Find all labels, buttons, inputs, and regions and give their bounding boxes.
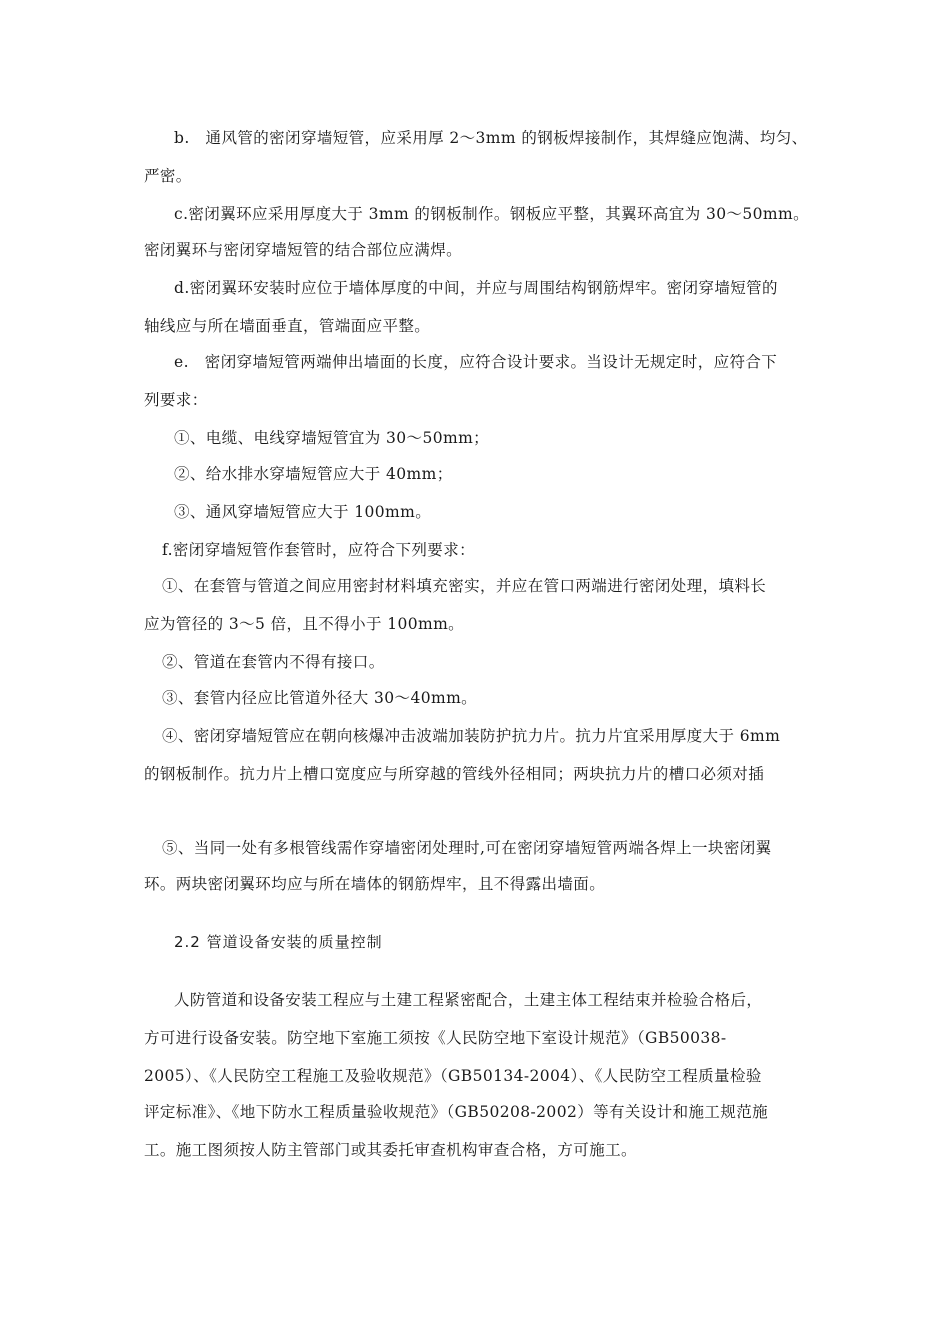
- list-item: ⑤、当同一处有多根管线需作穿墙密闭处理时,可在密闭穿墙短管两端各焊上一块密闭翼: [162, 839, 772, 857]
- paragraph-line: 方可进行设备安装。防空地下室施工须按《人民防空地下室设计规范》（GB50038-: [144, 1029, 727, 1047]
- paragraph-line: 评定标准》、《地下防水工程质量验收规范》（GB50208-2002）等有关设计和施工规范施: [144, 1103, 769, 1121]
- list-item: ②、给水排水穿墙短管应大于 40mm；: [174, 465, 453, 483]
- text-line: 严密。: [144, 167, 192, 185]
- text-line: b. 通风管的密闭穿墙短管，应采用厚 2～3mm 的钢板焊接制作，其焊缝应饱满、均匀、: [174, 129, 808, 147]
- text-line: e. 密闭穿墙短管两端伸出墙面的长度，应符合设计要求。当设计无规定时，应符合下: [174, 353, 778, 371]
- text-line: c.密闭翼环应采用厚度大于 3mm 的钢板制作。钢板应平整，其翼环高宜为 30～50mm。: [174, 205, 809, 223]
- paragraph-line: 人防管道和设备安装工程应与土建工程紧密配合，土建主体工程结束并检验合格后，: [174, 991, 763, 1009]
- list-item: ①、在套管与管道之间应用密封材料填充密实，并应在管口两端进行密闭处理，填料长: [162, 577, 767, 595]
- list-item: ③、通风穿墙短管应大于 100mm。: [174, 503, 432, 521]
- list-item: ①、电缆、电线穿墙短管宜为 30～50mm；: [174, 429, 490, 447]
- text-line: 密闭翼环与密闭穿墙短管的结合部位应满焊。: [144, 241, 463, 259]
- text-line: 的钢板制作。抗力片上槽口宽度应与所穿越的管线外径相同；两块抗力片的槽口必须对插: [144, 765, 765, 783]
- section-heading: 2.2 管道设备安装的质量控制: [174, 933, 383, 951]
- text-line: d.密闭翼环安装时应位于墙体厚度的中间，并应与周围结构钢筋焊牢。密闭穿墙短管的: [174, 279, 778, 297]
- text-line: 轴线应与所在墙面垂直，管端面应平整。: [144, 317, 431, 335]
- list-item: ③、套管内径应比管道外径大 30～40mm。: [162, 689, 478, 707]
- paragraph-line: 2005）、《人民防空工程施工及验收规范》（GB50134-2004）、《人民防空工程质量检验: [144, 1067, 762, 1085]
- text-line: 环。两块密闭翼环均应与所在墙体的钢筋焊牢，且不得露出墙面。: [144, 875, 606, 893]
- list-item: ②、管道在套管内不得有接口。: [162, 653, 385, 671]
- text-line: f.密闭穿墙短管作套管时，应符合下列要求：: [162, 541, 476, 559]
- paragraph-line: 工。施工图须按人防主管部门或其委托审查机构审查合格，方可施工。: [144, 1141, 637, 1159]
- text-line: 应为管径的 3～5 倍，且不得小于 100mm。: [144, 615, 465, 633]
- list-item: ④、密闭穿墙短管应在朝向核爆冲击波端加装防护抗力片。抗力片宜采用厚度大于 6mm: [162, 727, 781, 745]
- text-line: 列要求：: [144, 391, 208, 409]
